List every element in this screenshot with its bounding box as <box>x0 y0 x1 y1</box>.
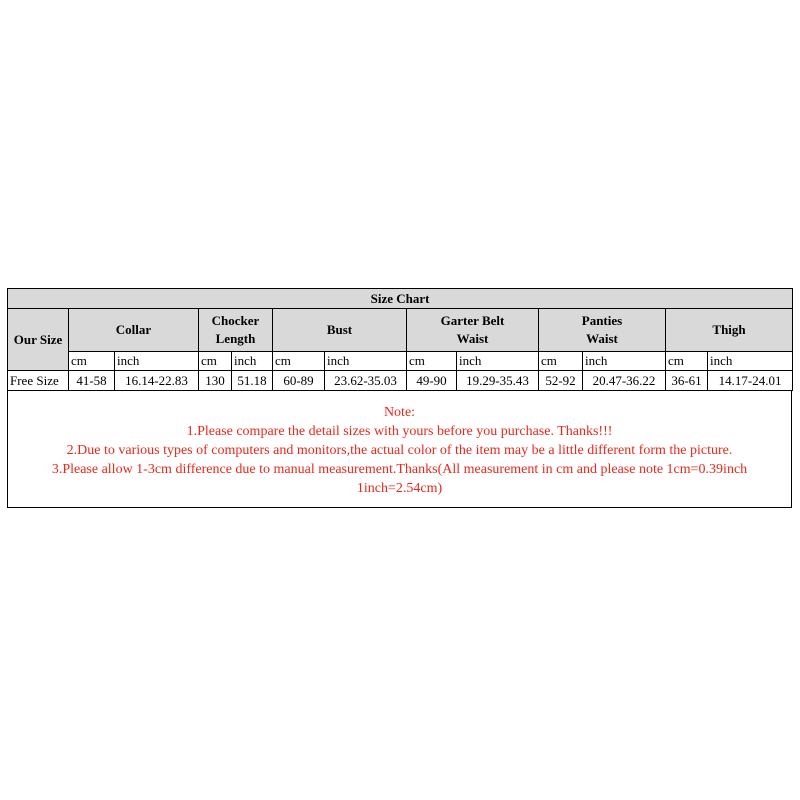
note-heading: Note: <box>383 405 416 420</box>
value-cell: 51.18 <box>232 371 273 391</box>
chart-title: Size Chart <box>8 289 793 309</box>
value-cell: 16.14-22.83 <box>115 371 199 391</box>
size-table <box>7 288 793 391</box>
unit-inch: inch <box>583 352 666 371</box>
table-row <box>8 371 793 391</box>
note-line-3-cont: 1inch=2.54cm) <box>356 481 443 496</box>
note-line-1: 1.Please compare the detail sizes with yours before you purchase. Thanks!!! <box>186 424 613 439</box>
unit-cm: cm <box>666 352 708 371</box>
unit-cm: cm <box>407 352 457 371</box>
unit-inch: inch <box>457 352 539 371</box>
value-cell: 19.29-35.43 <box>457 371 539 391</box>
value-cell: 20.47-36.22 <box>583 371 666 391</box>
panties-waist-header: Panties Waist <box>539 309 666 352</box>
garter-belt-waist-header: Garter Belt Waist <box>407 309 539 352</box>
value-cell: 14.17-24.01 <box>708 371 793 391</box>
our-size-header: Our Size <box>8 309 69 371</box>
value-cell: 130 <box>199 371 232 391</box>
unit-cm: cm <box>69 352 115 371</box>
unit-cm: cm <box>539 352 583 371</box>
size-cell: Free Size <box>8 371 69 391</box>
value-cell: 60-89 <box>273 371 325 391</box>
chocker-length-header: Chocker Length <box>199 309 273 352</box>
unit-cm: cm <box>199 352 232 371</box>
unit-inch: inch <box>115 352 199 371</box>
bust-header: Bust <box>273 309 407 352</box>
value-cell: 49-90 <box>407 371 457 391</box>
value-cell: 36-61 <box>666 371 708 391</box>
note-line-3: 3.Please allow 1-3cm difference due to manual measurement.Thanks(All measurement in cm and please note 1cm=0.39inch <box>51 462 748 477</box>
unit-inch: inch <box>325 352 407 371</box>
value-cell: 52-92 <box>539 371 583 391</box>
value-cell: 23.62-35.03 <box>325 371 407 391</box>
collar-header: Collar <box>69 309 199 352</box>
unit-cm: cm <box>273 352 325 371</box>
size-chart <box>7 288 792 508</box>
thigh-header: Thigh <box>666 309 793 352</box>
unit-inch: inch <box>708 352 793 371</box>
value-cell: 41-58 <box>69 371 115 391</box>
note-line-2: 2.Due to various types of computers and monitors,the actual color of the item may be a little different form the picture. <box>66 443 733 458</box>
notes-box <box>7 391 792 508</box>
unit-inch: inch <box>232 352 273 371</box>
